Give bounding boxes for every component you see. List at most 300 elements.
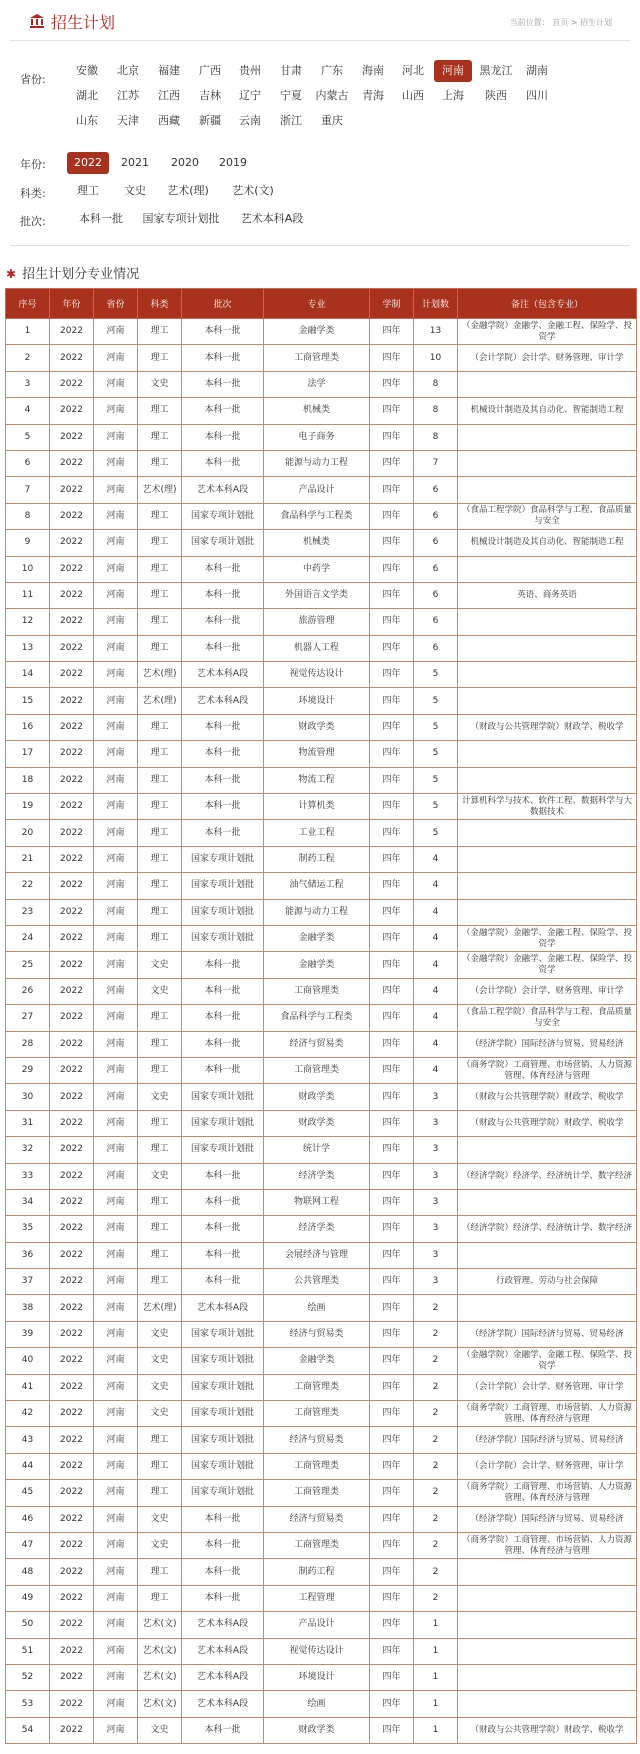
table-row — [6, 319, 637, 345]
table-cell: 英语、商务英语 — [458, 582, 637, 608]
table-cell: 理工 — [138, 714, 182, 740]
table-cell: 理工 — [138, 1005, 182, 1031]
table-cell: 绘画 — [264, 1691, 370, 1717]
table-cell: 2022 — [50, 1638, 94, 1664]
table-cell: 国家专项计划批 — [182, 1480, 264, 1506]
table-cell: （经济学院）经济学、经济统计学、数字经济 — [458, 1163, 637, 1189]
table-cell: 河南 — [94, 1717, 138, 1743]
table-cell: 2022 — [50, 1374, 94, 1400]
table-cell: 河南 — [94, 873, 138, 899]
table-cell: 河南 — [94, 1585, 138, 1611]
province-option[interactable]: 四川 — [526, 89, 548, 102]
table-cell — [458, 1612, 637, 1638]
table-cell: 四年 — [370, 503, 414, 529]
table-cell: 8 — [6, 503, 50, 529]
table-cell: 11 — [6, 582, 50, 608]
table-row — [6, 688, 637, 714]
table-cell: 本科一批 — [182, 1559, 264, 1585]
table-cell: 2022 — [50, 899, 94, 925]
table-cell: 15 — [6, 688, 50, 714]
table-cell: （财政与公共管理学院）财政学、税收学 — [458, 1717, 637, 1743]
table-cell: 四年 — [370, 477, 414, 503]
table-cell: 环境设计 — [264, 688, 370, 714]
table-cell: 理工 — [138, 635, 182, 661]
table-cell: 河南 — [94, 820, 138, 846]
table-cell: 理工 — [138, 820, 182, 846]
province-option[interactable]: 甘肃 — [280, 64, 302, 77]
table-cell: 本科一批 — [182, 635, 264, 661]
table-cell: 8 — [414, 398, 458, 424]
table-cell: 四年 — [370, 1612, 414, 1638]
table-row — [6, 1348, 637, 1374]
table-cell: （经济学院）经济学、经济统计学、数字经济 — [458, 1216, 637, 1242]
table-row — [6, 609, 637, 635]
batch-option[interactable]: 国家专项计划批 — [142, 212, 220, 225]
table-row — [6, 1638, 637, 1664]
table-cell: 53 — [6, 1691, 50, 1717]
table-cell: 4 — [414, 1031, 458, 1057]
table-cell: 本科一批 — [182, 820, 264, 846]
table-cell: 本科一批 — [182, 450, 264, 476]
province-option[interactable]: 广西 — [199, 64, 221, 77]
province-option[interactable]: 内蒙古 — [315, 89, 349, 102]
table-cell: 外国语言文学类 — [264, 582, 370, 608]
table-cell: 理工 — [138, 1031, 182, 1057]
province-option[interactable]: 广东 — [321, 64, 343, 77]
table-cell: 6 — [414, 477, 458, 503]
table-cell: 河南 — [94, 688, 138, 714]
table-cell: 3 — [414, 1110, 458, 1136]
table-row — [6, 1321, 637, 1347]
table-cell: 视觉传达设计 — [264, 662, 370, 688]
table-cell: 环境设计 — [264, 1664, 370, 1690]
table-row — [6, 1295, 637, 1321]
table-cell: 本科一批 — [182, 1216, 264, 1242]
table-cell: 河南 — [94, 345, 138, 371]
table-cell — [458, 846, 637, 872]
province-option[interactable]: 江苏 — [117, 89, 139, 102]
table-cell: 国家专项计划批 — [182, 1084, 264, 1110]
table-cell: 公共管理类 — [264, 1269, 370, 1295]
table-cell: 本科一批 — [182, 1163, 264, 1189]
table-cell: 2022 — [50, 925, 94, 951]
table-cell: 2022 — [50, 767, 94, 793]
table-row — [6, 1427, 637, 1453]
table-cell: 四年 — [370, 794, 414, 820]
table-cell: 33 — [6, 1163, 50, 1189]
table-cell: 3 — [414, 1137, 458, 1163]
table-cell: 河南 — [94, 1295, 138, 1321]
table-cell: 4 — [414, 978, 458, 1004]
table-cell: 国家专项计划批 — [182, 1374, 264, 1400]
province-option[interactable]: 贵州 — [239, 64, 261, 77]
table-cell: 3 — [414, 1216, 458, 1242]
table-cell: 国家专项计划批 — [182, 1453, 264, 1479]
province-option[interactable]: 湖南 — [526, 64, 548, 77]
table-cell: 3 — [414, 1084, 458, 1110]
table-cell: （商务学院）工商管理、市场营销、人力资源管理、体育经济与管理 — [458, 1057, 637, 1083]
table-cell — [458, 688, 637, 714]
table-cell: 5 — [414, 714, 458, 740]
table-cell: 2 — [414, 1532, 458, 1558]
table-cell: 9 — [6, 530, 50, 556]
table-cell: 13 — [414, 319, 458, 345]
province-option[interactable]: 浙江 — [280, 114, 302, 127]
table-cell: 2022 — [50, 319, 94, 345]
table-cell: 27 — [6, 1005, 50, 1031]
table-cell: 文史 — [138, 371, 182, 397]
table-row — [6, 741, 637, 767]
province-option[interactable]: 北京 — [117, 64, 139, 77]
table-cell: 4 — [414, 899, 458, 925]
table-cell: 理工 — [138, 556, 182, 582]
table-cell: 理工 — [138, 873, 182, 899]
table-cell: 四年 — [370, 345, 414, 371]
table-cell: 四年 — [370, 635, 414, 661]
table-row — [6, 1110, 637, 1136]
table-cell: 28 — [6, 1031, 50, 1057]
table-cell: 5 — [414, 820, 458, 846]
table-cell: 金融学类 — [264, 952, 370, 978]
province-option[interactable]: 青海 — [362, 89, 384, 102]
table-cell: 2022 — [50, 345, 94, 371]
province-option[interactable]: 云南 — [239, 114, 261, 127]
table-cell: 本科一批 — [182, 609, 264, 635]
year-option[interactable]: 2021 — [121, 156, 149, 169]
subject-label: 科类: — [20, 187, 46, 200]
table-cell: 4 — [414, 873, 458, 899]
table-cell: 2022 — [50, 1664, 94, 1690]
table-cell: 河南 — [94, 1612, 138, 1638]
table-cell: 河南 — [94, 1057, 138, 1083]
batch-option[interactable]: 本科一批 — [79, 212, 123, 225]
table-cell: 2022 — [50, 450, 94, 476]
table-cell: 6 — [414, 556, 458, 582]
table-cell: 机械类 — [264, 530, 370, 556]
table-cell: 54 — [6, 1717, 50, 1743]
table-cell: 艺术(文) — [138, 1612, 182, 1638]
table-row — [6, 899, 637, 925]
table-cell: 艺术本科A段 — [182, 688, 264, 714]
province-option[interactable]: 重庆 — [321, 114, 343, 127]
column-header: 科类 — [138, 289, 182, 319]
table-cell: 23 — [6, 899, 50, 925]
table-cell: 四年 — [370, 1559, 414, 1585]
table-row — [6, 1031, 637, 1057]
table-cell: 河南 — [94, 1506, 138, 1532]
table-cell: 四年 — [370, 1717, 414, 1743]
table-cell: 物流工程 — [264, 767, 370, 793]
table-cell — [458, 635, 637, 661]
table-cell — [458, 1664, 637, 1690]
column-header: 专业 — [264, 289, 370, 319]
table-cell: 2022 — [50, 952, 94, 978]
table-row — [6, 371, 637, 397]
table-cell: 1 — [6, 319, 50, 345]
table-cell: 26 — [6, 978, 50, 1004]
table-row — [6, 1453, 637, 1479]
table-cell: 理工 — [138, 1427, 182, 1453]
table-cell: 1 — [414, 1638, 458, 1664]
table-cell: 理工 — [138, 846, 182, 872]
province-option[interactable]: 安徽 — [76, 64, 98, 77]
table-cell: 2 — [414, 1585, 458, 1611]
table-cell: 四年 — [370, 662, 414, 688]
table-cell: 2022 — [50, 556, 94, 582]
table-cell: 四年 — [370, 450, 414, 476]
province-option[interactable]: 上海 — [442, 89, 464, 102]
table-cell: 48 — [6, 1559, 50, 1585]
table-cell: 金融学类 — [264, 319, 370, 345]
table-cell: （金融学院）金融学、金融工程、保险学、投资学 — [458, 925, 637, 951]
table-row — [6, 925, 637, 951]
table-cell: 2 — [6, 345, 50, 371]
province-option[interactable]: 河南 — [434, 60, 472, 82]
table-cell: 2022 — [50, 609, 94, 635]
table-row — [6, 1717, 637, 1743]
table-cell: 制药工程 — [264, 1559, 370, 1585]
table-cell: 30 — [6, 1084, 50, 1110]
table-cell: 理工 — [138, 925, 182, 951]
table-cell: 22 — [6, 873, 50, 899]
table-cell: （会计学院）会计学、财务管理、审计学 — [458, 345, 637, 371]
table-cell: 河南 — [94, 582, 138, 608]
table-cell: 12 — [6, 609, 50, 635]
table-cell: 3 — [414, 1269, 458, 1295]
table-cell: 统计学 — [264, 1137, 370, 1163]
table-cell: （经济学院）国际经济与贸易、贸易经济 — [458, 1031, 637, 1057]
table-cell: 经济与贸易类 — [264, 1031, 370, 1057]
table-cell: 3 — [414, 1163, 458, 1189]
subject-option[interactable]: 艺术(理) — [167, 184, 209, 197]
table-cell: 四年 — [370, 1348, 414, 1374]
table-cell: 国家专项计划批 — [182, 503, 264, 529]
table-cell: （会计学院）会计学、财务管理、审计学 — [458, 1374, 637, 1400]
table-row — [6, 952, 637, 978]
table-cell: 四年 — [370, 1057, 414, 1083]
table-cell: 理工 — [138, 530, 182, 556]
table-row — [6, 1269, 637, 1295]
province-option[interactable]: 西藏 — [158, 114, 180, 127]
table-cell: 1 — [414, 1717, 458, 1743]
table-cell: 2022 — [50, 1005, 94, 1031]
table-cell: 四年 — [370, 1506, 414, 1532]
table-cell: 四年 — [370, 1295, 414, 1321]
subject-option[interactable]: 艺术(文) — [232, 184, 274, 197]
table-cell: 5 — [6, 424, 50, 450]
table-cell: 四年 — [370, 1110, 414, 1136]
table-cell: 2022 — [50, 1453, 94, 1479]
table-cell: 35 — [6, 1216, 50, 1242]
table-cell: 工商管理类 — [264, 1480, 370, 1506]
table-cell: 工商管理类 — [264, 978, 370, 1004]
table-cell: 2022 — [50, 741, 94, 767]
table-row — [6, 1401, 637, 1427]
column-header: 备注（包含专业） — [458, 289, 637, 319]
table-cell: 财政学类 — [264, 1717, 370, 1743]
table-cell: 16 — [6, 714, 50, 740]
table-cell: 理工 — [138, 1269, 182, 1295]
table-cell: 51 — [6, 1638, 50, 1664]
province-option[interactable]: 新疆 — [199, 114, 221, 127]
table-cell: 河南 — [94, 530, 138, 556]
table-cell: 6 — [414, 530, 458, 556]
table-cell: 河南 — [94, 1532, 138, 1558]
table-cell: 四年 — [370, 1242, 414, 1268]
province-option[interactable]: 江西 — [158, 89, 180, 102]
table-cell: 食品科学与工程类 — [264, 1005, 370, 1031]
province-option[interactable]: 天津 — [117, 114, 139, 127]
table-cell: 2022 — [50, 1295, 94, 1321]
table-cell: 制药工程 — [264, 846, 370, 872]
table-row — [6, 582, 637, 608]
table-cell: 河南 — [94, 1031, 138, 1057]
year-option[interactable]: 2019 — [219, 156, 247, 169]
table-cell: 四年 — [370, 371, 414, 397]
table-cell — [458, 1585, 637, 1611]
table-cell: 河南 — [94, 319, 138, 345]
table-cell: 38 — [6, 1295, 50, 1321]
table-cell: 文史 — [138, 1401, 182, 1427]
table-cell: 四年 — [370, 925, 414, 951]
table-row — [6, 1163, 637, 1189]
table-cell: 艺术本科A段 — [182, 1691, 264, 1717]
table-cell: 文史 — [138, 1374, 182, 1400]
table-cell: 四年 — [370, 1691, 414, 1717]
table-row — [6, 1532, 637, 1558]
table-cell: 理工 — [138, 1453, 182, 1479]
table-row — [6, 1216, 637, 1242]
table-cell: 2 — [414, 1374, 458, 1400]
province-option[interactable]: 吉林 — [199, 89, 221, 102]
table-cell: 理工 — [138, 450, 182, 476]
table-cell: 2022 — [50, 1321, 94, 1347]
filter-divider — [10, 245, 630, 246]
table-cell — [458, 609, 637, 635]
table-cell: 河南 — [94, 556, 138, 582]
table-cell: 6 — [414, 609, 458, 635]
table-cell: 4 — [414, 1005, 458, 1031]
province-option[interactable]: 海南 — [362, 64, 384, 77]
table-cell: 45 — [6, 1480, 50, 1506]
table-cell: 31 — [6, 1110, 50, 1136]
year-option[interactable]: 2022 — [67, 152, 109, 174]
province-option[interactable]: 山东 — [76, 114, 98, 127]
table-cell: 理工 — [138, 1559, 182, 1585]
batch-option[interactable]: 艺术本科A段 — [240, 212, 304, 225]
province-option[interactable]: 陕西 — [485, 89, 507, 102]
table-cell: 4 — [6, 398, 50, 424]
table-row — [6, 1691, 637, 1717]
table-cell: 2022 — [50, 1348, 94, 1374]
table-cell: 工商管理类 — [264, 1057, 370, 1083]
table-cell: 四年 — [370, 846, 414, 872]
table-row — [6, 978, 637, 1004]
year-option[interactable]: 2020 — [171, 156, 199, 169]
table-cell: 2022 — [50, 1242, 94, 1268]
table-cell: 29 — [6, 1057, 50, 1083]
table-cell: 2 — [414, 1295, 458, 1321]
table-cell: 国家专项计划批 — [182, 846, 264, 872]
table-cell: （商务学院）工商管理、市场营销、人力资源管理、体育经济与管理 — [458, 1480, 637, 1506]
table-cell: 河南 — [94, 1242, 138, 1268]
province-option[interactable]: 福建 — [158, 64, 180, 77]
table-cell — [458, 1242, 637, 1268]
page-header — [0, 0, 640, 40]
table-cell: 本科一批 — [182, 794, 264, 820]
province-option[interactable]: 宁夏 — [280, 89, 302, 102]
table-cell: 国家专项计划批 — [182, 1321, 264, 1347]
subject-option[interactable]: 文史 — [124, 184, 146, 197]
table-cell: 本科一批 — [182, 1717, 264, 1743]
table-cell: 2022 — [50, 1691, 94, 1717]
table-row — [6, 477, 637, 503]
table-row — [6, 662, 637, 688]
table-cell: 河南 — [94, 714, 138, 740]
table-cell: 四年 — [370, 952, 414, 978]
table-cell: 绘画 — [264, 1295, 370, 1321]
table-cell: 国家专项计划批 — [182, 1401, 264, 1427]
table-cell: 理工 — [138, 794, 182, 820]
province-option[interactable]: 山西 — [402, 89, 424, 102]
table-row — [6, 1559, 637, 1585]
table-cell: 河南 — [94, 1348, 138, 1374]
table-cell — [458, 662, 637, 688]
table-cell: 2022 — [50, 582, 94, 608]
table-row — [6, 1506, 637, 1532]
table-cell — [458, 741, 637, 767]
table-cell: 14 — [6, 662, 50, 688]
table-cell: 2022 — [50, 1084, 94, 1110]
table-cell — [458, 873, 637, 899]
table-cell: 河南 — [94, 371, 138, 397]
table-cell: 河南 — [94, 1664, 138, 1690]
province-option[interactable]: 湖北 — [76, 89, 98, 102]
table-cell: 理工 — [138, 1216, 182, 1242]
table-cell: 2022 — [50, 846, 94, 872]
table-cell: 2022 — [50, 1612, 94, 1638]
table-cell: 理工 — [138, 398, 182, 424]
table-cell: 理工 — [138, 741, 182, 767]
breadcrumb[interactable]: 当前位置： 首页 > 招生计划 — [509, 18, 612, 27]
column-header: 年份 — [50, 289, 94, 319]
table-row — [6, 1480, 637, 1506]
table-cell: 理工 — [138, 767, 182, 793]
table-cell: 艺术(文) — [138, 1638, 182, 1664]
table-cell: 国家专项计划批 — [182, 1348, 264, 1374]
table-cell: （商务学院）工商管理、市场营销、人力资源管理、体育经济与管理 — [458, 1532, 637, 1558]
table-cell: 理工 — [138, 1137, 182, 1163]
column-header: 省份 — [94, 289, 138, 319]
table-cell: 5 — [414, 688, 458, 714]
table-cell: 本科一批 — [182, 398, 264, 424]
table-cell: 河南 — [94, 952, 138, 978]
table-cell: 8 — [414, 371, 458, 397]
table-row — [6, 345, 637, 371]
subject-option[interactable]: 理工 — [77, 184, 99, 197]
province-option[interactable]: 黑龙江 — [479, 64, 513, 77]
table-cell: 本科一批 — [182, 319, 264, 345]
province-option[interactable]: 河北 — [402, 64, 424, 77]
table-cell: 河南 — [94, 1110, 138, 1136]
table-cell: （会计学院）会计学、财务管理、审计学 — [458, 1453, 637, 1479]
table-cell: 2 — [414, 1480, 458, 1506]
province-option[interactable]: 辽宁 — [239, 89, 261, 102]
table-cell: 艺术(理) — [138, 477, 182, 503]
table-cell: 河南 — [94, 635, 138, 661]
enrollment-table — [5, 288, 637, 1744]
table-cell — [458, 1638, 637, 1664]
